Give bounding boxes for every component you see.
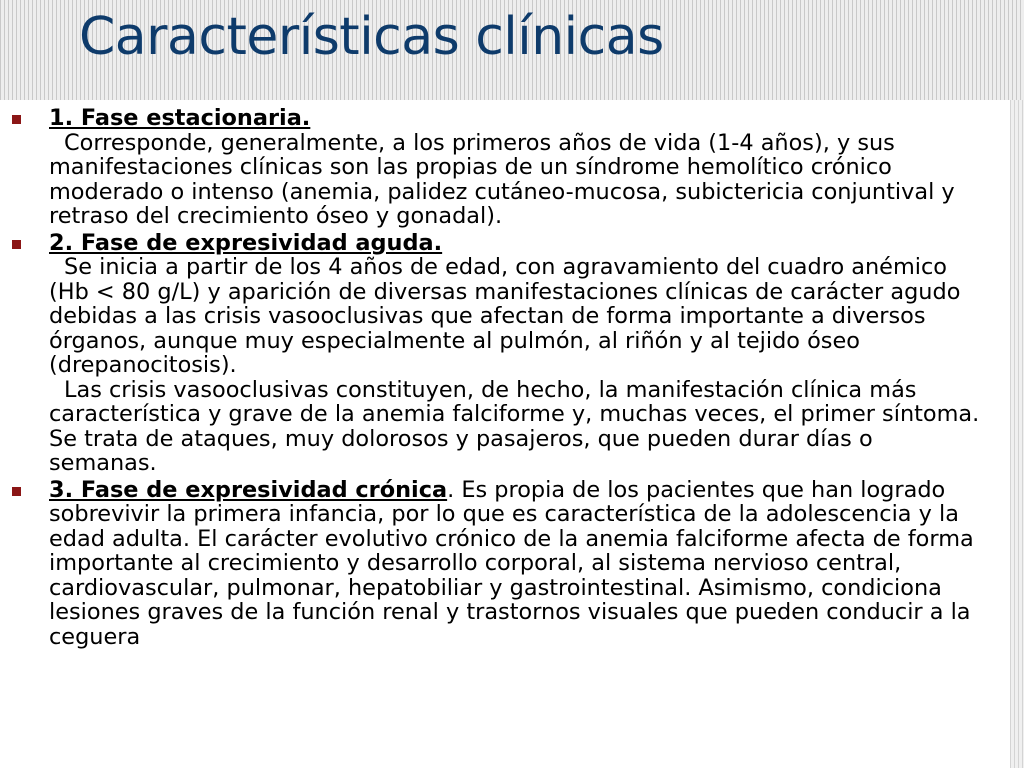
bullet-list <box>0 106 1010 649</box>
item-heading: 1. Fase estacionaria. <box>49 105 311 131</box>
square-bullet-icon <box>12 240 21 249</box>
list-item-fase-estacionaria <box>0 106 1010 229</box>
item-heading: 3. Fase de expresividad crónica <box>49 476 448 503</box>
list-item-fase-aguda <box>0 231 1010 476</box>
item-heading: 2. Fase de expresividad aguda. <box>49 229 443 256</box>
list-item-fase-cronica <box>0 478 1010 650</box>
item-paragraph: Las crisis vasooclusivas constituyen, de hecho, la manifestación clínica más característica y grave de la anemia falciforme y, muchas veces, el primer síntoma. Se trata de ataques, muy dolorosos y pasajeros, que pueden durar días o semanas. <box>49 376 980 476</box>
square-bullet-icon <box>12 115 21 124</box>
item-inline-text: . Es propia de los pacientes que han logrado sobrevivir la primera infancia, por lo que es característica de la adolescencia y la edad adulta. El carácter evolutivo crónico de la anemia falciforme afecta de forma importante al crecimiento y desarrollo corporal, al sistema nervioso central, cardiovascular, pulmonar, hepatobiliar y gastrointestinal. Asimismo, condiciona lesiones graves de la función renal y trastornos visuales que pueden conducir a la ceguera <box>49 476 974 650</box>
item-paragraph: Corresponde, generalmente, a los primeros años de vida (1-4 años), y sus manifestaciones clínicas son las propias de un síndrome hemolítico crónico moderado o intenso (anemia, palidez cutáneo-mucosa, subictericia conjuntival y retraso del crecimiento óseo y gonadal). <box>49 129 955 229</box>
slide-title: Características clínicas <box>79 7 664 67</box>
square-bullet-icon <box>12 487 21 496</box>
item-paragraph: Se inicia a partir de los 4 años de edad, con agravamiento del cuadro anémico (Hb < 80 g/L) y aparición de diversas manifestaciones clínicas de carácter agudo debidas a las crisis vasooclusivas que afectan de forma importante a diversos órganos, aunque muy especialmente al pulmón, al riñón y al tejido óseo (drepanocitosis). <box>49 254 961 378</box>
right-decorative-strip <box>1010 100 1024 768</box>
